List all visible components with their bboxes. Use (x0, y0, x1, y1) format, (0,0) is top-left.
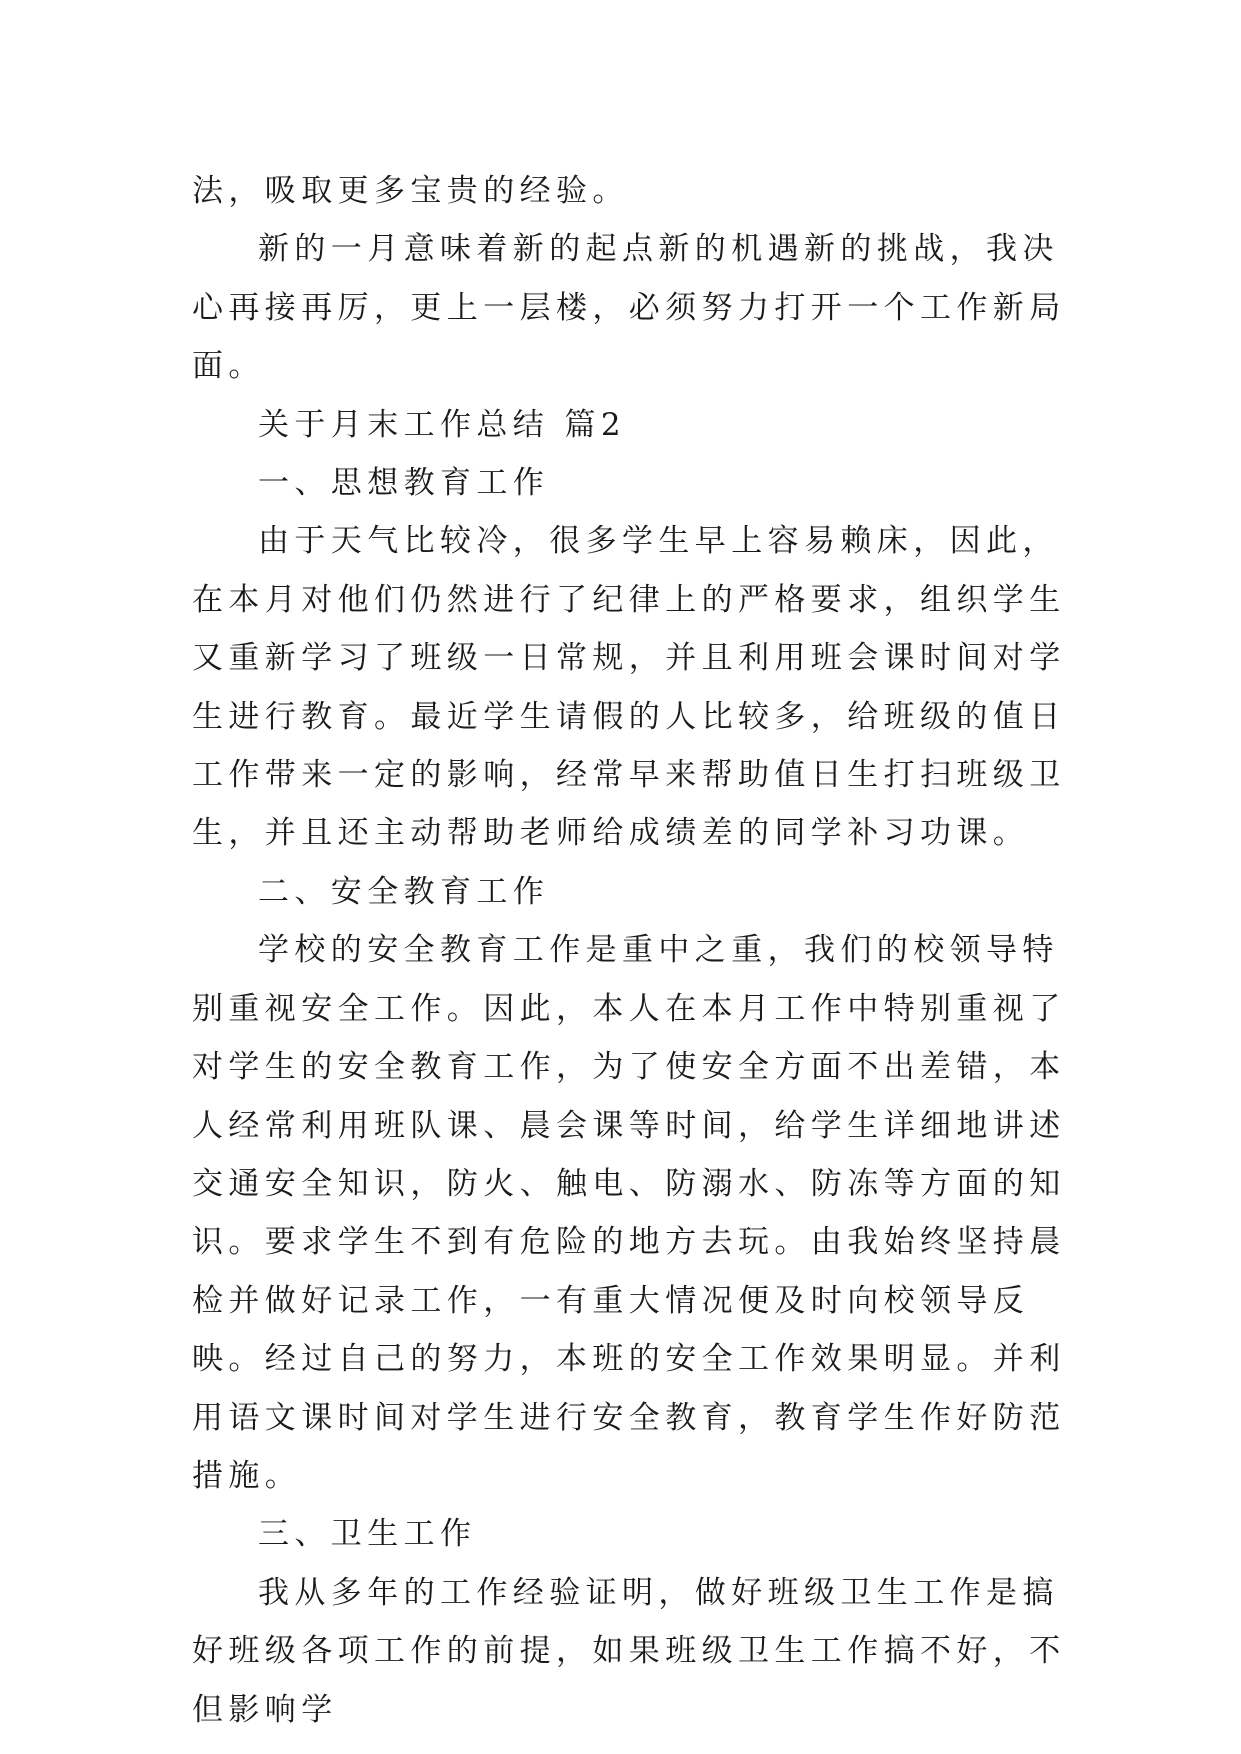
heading-safety-education: 二、安全教育工作 (258, 873, 550, 910)
paragraph-continuation: 法，吸取更多宝贵的经验。 (192, 173, 629, 209)
paragraph-new-month: 新的一月意味着新的起点新的机遇新的挑战，我决心再接再厉，更上一层楼，必须努力打开一个工作新局面。 (192, 231, 1066, 385)
paragraph-hygiene-work: 我从多年的工作经验证明，做好班级卫生工作是搞好班级各项工作的前提，如果班级卫生工作搞不好，不但影响学 (192, 1574, 1066, 1728)
document-body (192, 162, 1072, 1739)
heading-hygiene-work: 三、卫生工作 (258, 1516, 477, 1553)
paragraph-safety-education: 学校的安全教育工作是重中之重，我们的校领导特别重视安全工作。因此，本人在本月工作中特别重视了对学生的安全教育工作，为了使安全方面不出差错，本人经常利用班队课、晨会课等时间，给学生详细地讲述交通安全知识，防火、触电、防溺水、防冻等方面的知识。要求学生不到有危险的地方去玩。由我始终坚持晨检并做好记录工作，一有重大情况便及时向校领导反映。经过自己的努力，本班的安全工作效果明显。并利用语文课时间对学生进行安全教育，教育学生作好防范措施。 (192, 932, 1066, 1494)
heading-thought-education: 一、思想教育工作 (258, 465, 550, 502)
section-title-2: 关于月末工作总结 篇2 (258, 406, 626, 443)
paragraph-thought-education: 由于天气比较冷，很多学生早上容易赖床，因此，在本月对他们仍然进行了纪律上的严格要求，组织学生又重新学习了班级一日常规，并且利用班会课时间对学生进行教育。最近学生请假的人比较多，给班级的值日工作带来一定的影响，经常早来帮助值日生打扫班级卫生，并且还主动帮助老师给成绩差的同学补习功课。 (192, 523, 1066, 852)
